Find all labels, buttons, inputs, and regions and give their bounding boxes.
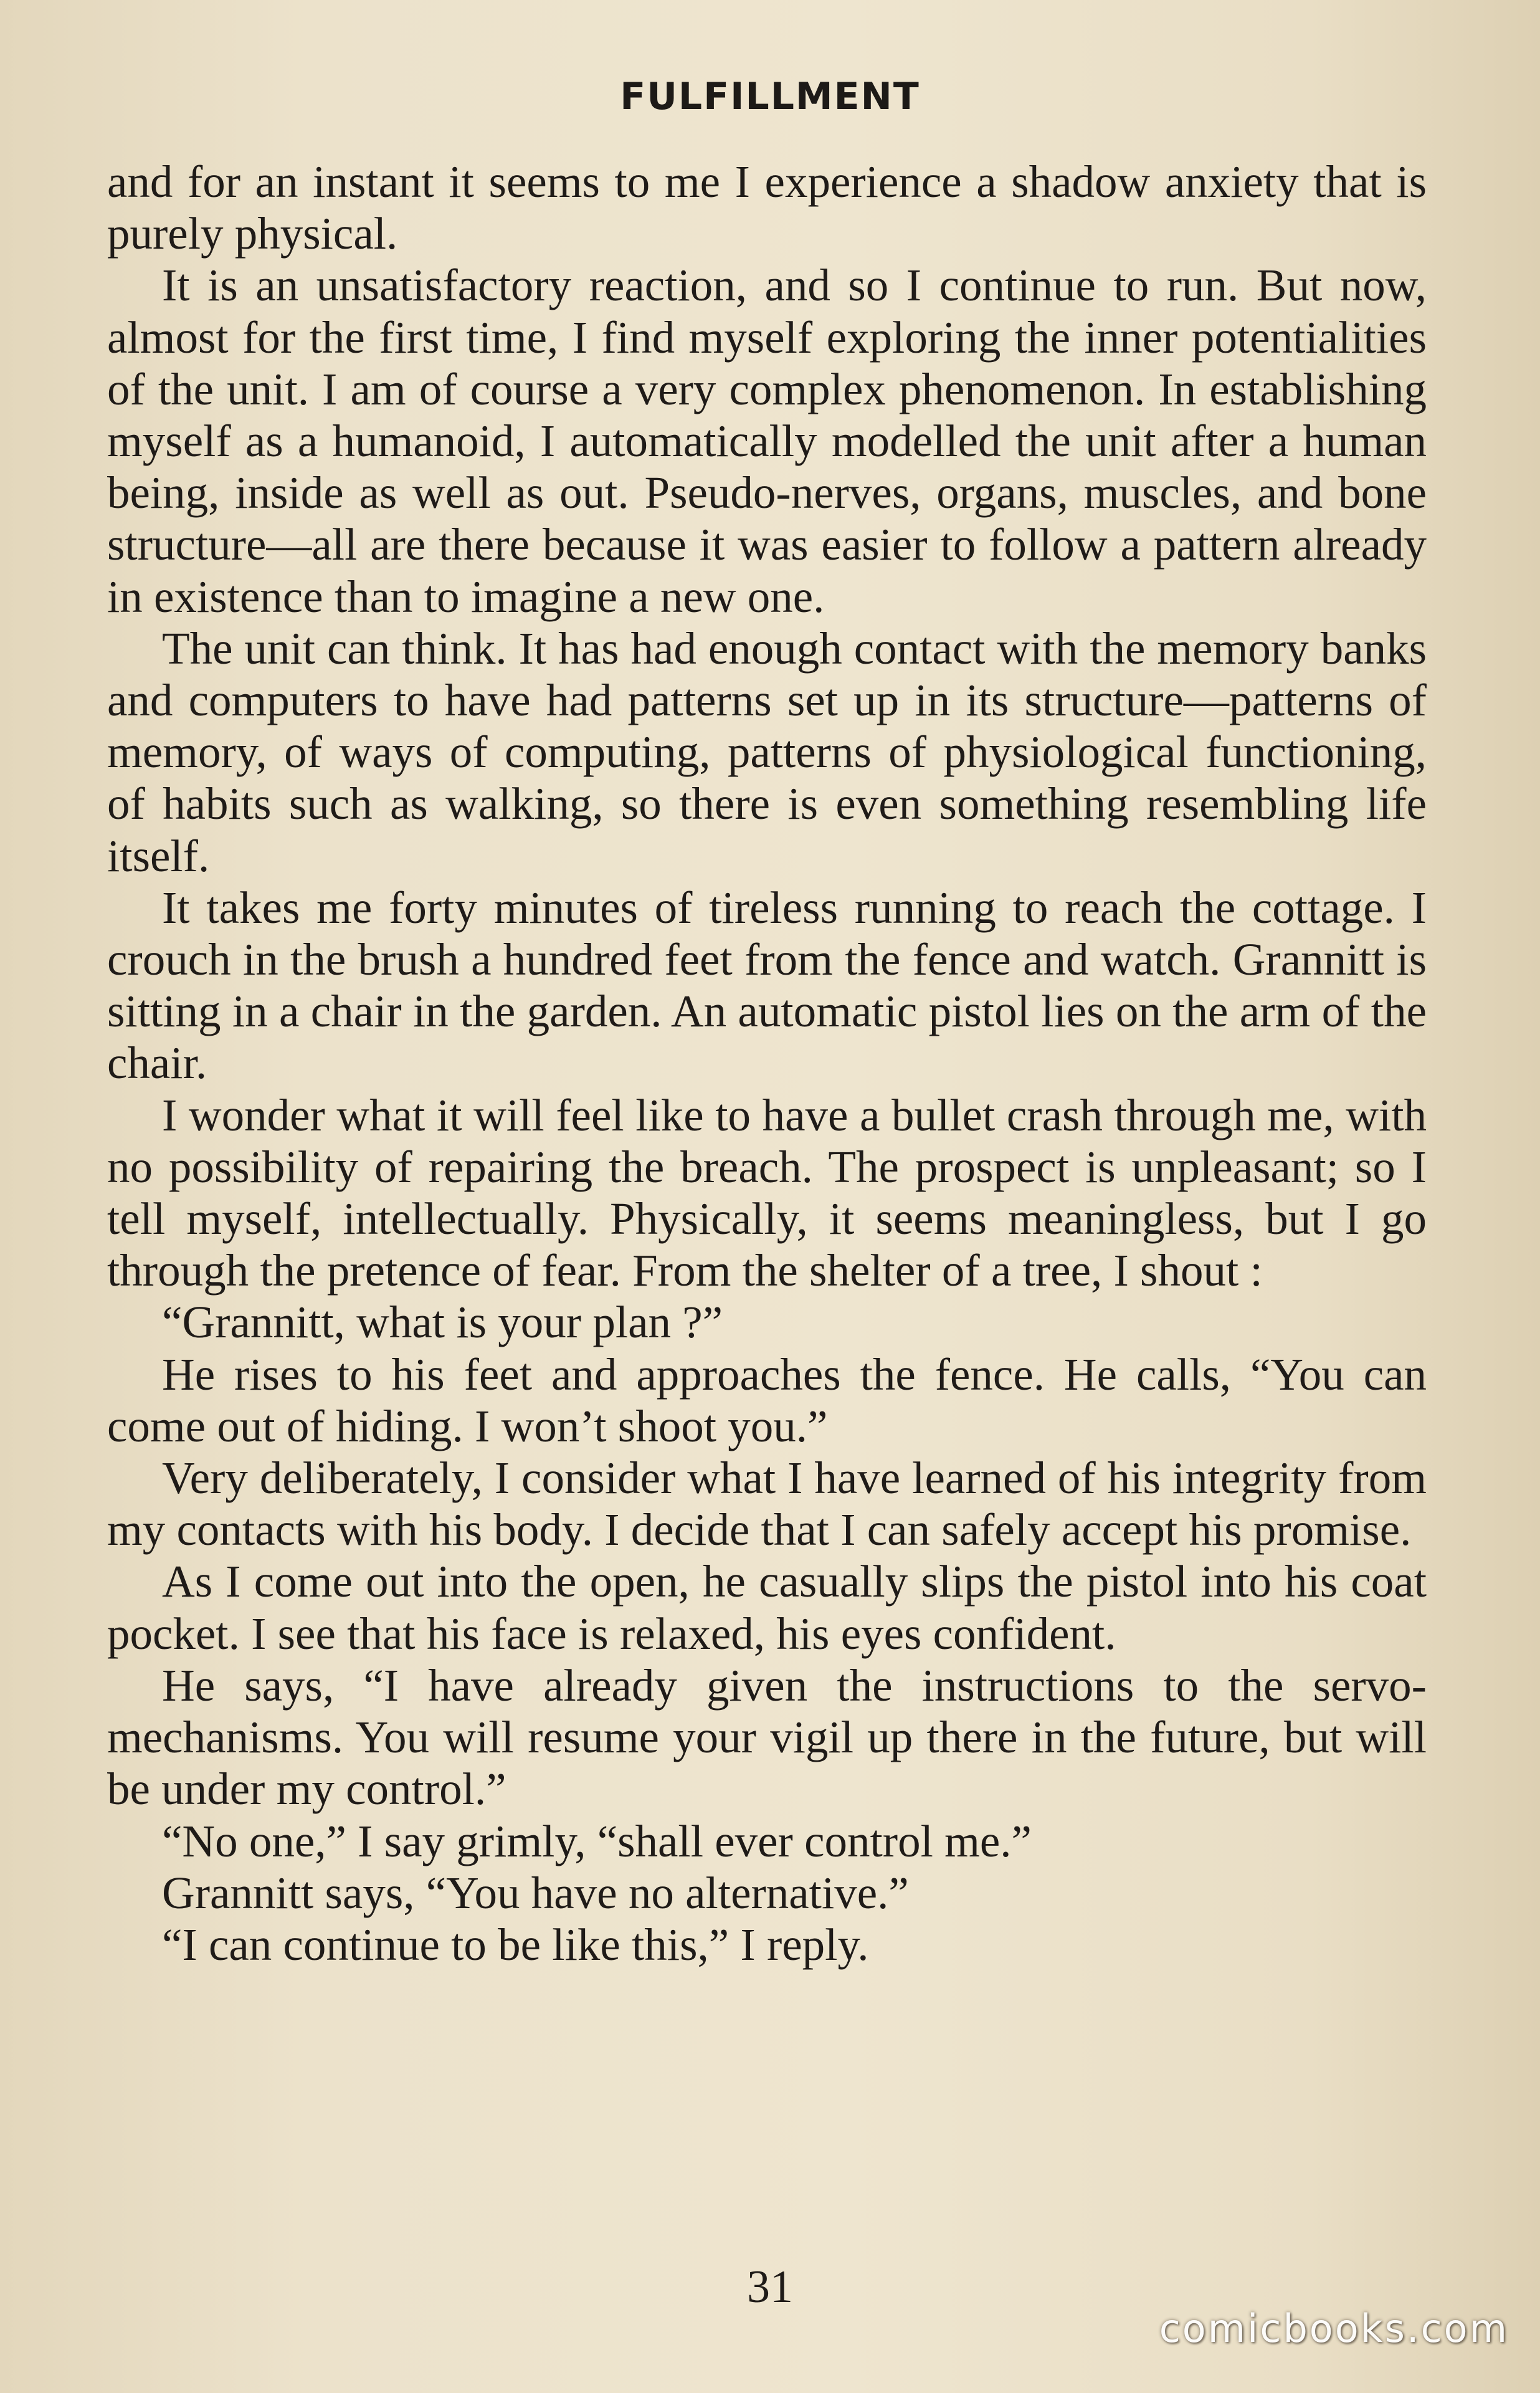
paragraph: It takes me forty minutes of tireless running to reach the cottage. I crouch in the brush a hundred feet from the fence and watch. Grannitt is sitting in a chair in the garden. An automatic pistol lies on the arm of the chair. <box>107 882 1427 1089</box>
paragraph: and for an instant it seems to me I experience a shadow anxiety that is purely physical. <box>107 156 1427 259</box>
paragraph: He says, “I have already given the instructions to the servo-mechanisms. You will resume your vigil up there in the future, but will be under my control.” <box>107 1660 1427 1815</box>
paragraph: As I come out into the open, he casually slips the pistol into his coat pocket. I see that his face is relaxed, his eyes confident. <box>107 1556 1427 1659</box>
paragraph: Very deliberately, I consider what I have learned of his integrity from my contacts with his body. I decide that I can safely accept his promise. <box>107 1453 1427 1555</box>
paragraph: He rises to his feet and approaches the fence. He calls, “You can come out of hiding. I won’t shoot you.” <box>107 1349 1427 1451</box>
paragraph: The unit can think. It has had enough contact with the memory banks and computers to have had patterns set up in its structure—patterns of memory, of ways of computing, patterns of physiological functioning, of habits such as walking, so there is even something resembling life itself. <box>107 623 1427 881</box>
paragraph: “I can continue to be like this,” I reply. <box>162 1919 869 1970</box>
paragraph: It is an unsatisfactory reaction, and so I continue to run. But now, almost for the first time, I find myself exploring the inner potentialities of the unit. I am of course a very complex phenomenon. In establishing myself as a humanoid, I automatically modelled the unit after a human being, inside as well as out. Pseudo-nerves, organs, muscles, and bone structure—all are there because it was easier to follow a pattern already in existence than to imagine a new one. <box>107 260 1427 622</box>
paragraph: Grannitt says, “You have no alternative.” <box>162 1867 909 1918</box>
watermark: comicbooks.com <box>1159 2306 1509 2351</box>
paragraph: I wonder what it will feel like to have a bullet crash through me, with no possibility of repairing the breach. The prospect is unpleasant; so I tell myself, intellectually. Physically, it seems meaningless, but I go through the pretence of fear. From the shelter of a tree, I shout : <box>107 1089 1427 1296</box>
page-number: 31 <box>747 2262 793 2313</box>
paragraph: “Grannitt, what is your plan ?” <box>162 1297 723 1348</box>
body-text <box>107 156 1427 2225</box>
running-title: FULFILLMENT <box>620 75 920 118</box>
paragraph: “No one,” I say grimly, “shall ever control me.” <box>162 1815 1032 1866</box>
